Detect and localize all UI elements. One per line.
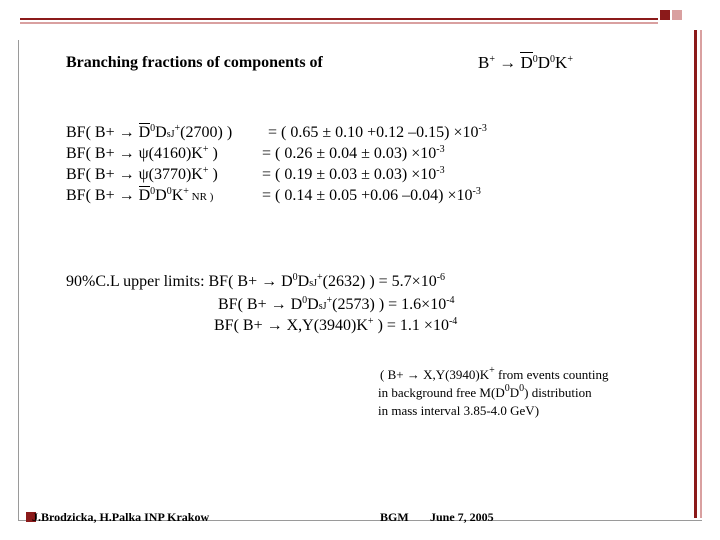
limit-1-ds: D xyxy=(297,273,310,290)
footer-meeting-text: BGM xyxy=(380,510,409,524)
bf-row-2-psi: ψ xyxy=(138,145,149,162)
limit-1-value: (2632) ) = 5.7×10 xyxy=(322,273,437,290)
note-line-1 xyxy=(380,366,609,384)
bf-row-3-close: ) xyxy=(208,166,218,183)
limit-2-d0: D xyxy=(290,296,303,313)
bf-row-2-prefix: BF( B+ → xyxy=(66,145,139,162)
title-d0-sup: 0 xyxy=(550,54,556,65)
note-line-2-c: ) distribution xyxy=(524,385,592,400)
limit-1-exp: -6 xyxy=(436,272,446,283)
limit-2-value: (2573) ) = 1.6×10 xyxy=(332,296,447,313)
bf-row-1-ds: D xyxy=(155,124,167,141)
note-line-2 xyxy=(378,384,592,402)
limit-row-2 xyxy=(218,296,455,316)
bf-row-4-result xyxy=(262,187,481,205)
top-right-corner-block-light xyxy=(672,10,682,20)
limit-1-d0-sup: 0 xyxy=(292,272,298,283)
left-rule xyxy=(18,40,19,520)
limit-3-xy: X,Y(3940)K xyxy=(286,317,368,334)
limit-1-d0: D xyxy=(281,273,293,290)
limit-1-ds-sup: + xyxy=(317,272,323,283)
limit-2-ds: D xyxy=(307,296,319,313)
note-line-2-sup1: 0 xyxy=(504,383,510,394)
limits-header: 90%C.L upper limits: BF( B+ → xyxy=(66,273,282,290)
title-d0: D xyxy=(537,53,551,72)
note-line-3-text: in mass interval 3.85-4.0 GeV) xyxy=(378,403,540,418)
bf-row-2-close: ) xyxy=(208,145,218,162)
bf-row-1 xyxy=(66,124,232,144)
note-line-1-a: ( B+ → X,Y(3940)K xyxy=(380,367,490,382)
limit-row-1 xyxy=(66,273,445,293)
footer-authors xyxy=(32,510,209,525)
bf-row-3-psi: ψ xyxy=(138,166,149,183)
bf-row-3-result xyxy=(262,166,445,184)
bf-row-3-prefix: BF( B+ → xyxy=(66,166,139,183)
limit-3-value: ) = 1.1 ×10 xyxy=(373,317,449,334)
bf-row-4-nr: NR ) xyxy=(188,191,214,203)
bf-row-1-ds-sub: sJ xyxy=(166,129,175,140)
bf-row-1-result xyxy=(268,124,487,142)
title-d0bar-sup: 0 xyxy=(532,54,538,65)
footer-authors-text: J.Brodzicka, H.Palka INP Krakow xyxy=(32,510,210,524)
limit-2-ds-sup: + xyxy=(326,295,333,306)
note-line-2-a: in background free M(D xyxy=(378,385,505,400)
limit-2-exp: -4 xyxy=(446,295,455,306)
bf-row-3-mass: (3770)K xyxy=(148,166,203,183)
bf-row-2-exp: -3 xyxy=(436,144,445,155)
bf-row-4-d0bar: D xyxy=(138,187,151,204)
footer-date xyxy=(430,510,494,525)
bf-row-2-mass: (4160)K xyxy=(148,145,203,162)
top-right-corner-block xyxy=(660,10,670,20)
note-line-1-b: from events counting xyxy=(494,367,609,382)
title-text: Branching fractions of components of xyxy=(66,54,323,71)
page-title xyxy=(66,54,323,72)
title-d0bar: D xyxy=(520,53,533,72)
bf-row-4-d0-sup: 0 xyxy=(166,186,172,197)
bf-row-4-exp: -3 xyxy=(472,186,481,197)
bf-row-2 xyxy=(66,145,218,163)
note-line-3 xyxy=(378,402,539,420)
limit-1-ds-sub: sJ xyxy=(309,278,318,289)
top-rule-light xyxy=(20,22,658,24)
bf-row-3-value: = ( 0.19 ± 0.03 ± 0.03) ×10 xyxy=(262,166,437,183)
bf-row-1-d0bar: D xyxy=(138,124,151,141)
bf-row-3-k-sup: + xyxy=(202,165,209,176)
bf-row-4-d0bar-sup: 0 xyxy=(150,186,156,197)
title-b: B xyxy=(478,53,490,72)
title-b-charge: + xyxy=(489,54,495,65)
limit-2-ds-sub: sJ xyxy=(318,301,327,312)
bf-row-1-mass: (2700) ) xyxy=(180,124,233,141)
bf-row-4-d0: D xyxy=(155,187,167,204)
limit-2-prefix: BF( B+ → xyxy=(218,296,291,313)
bf-row-4 xyxy=(66,187,213,206)
bf-row-4-k-sup: + xyxy=(183,186,189,197)
title-arrow: → xyxy=(499,53,517,72)
bf-row-1-prefix: BF( B+ → xyxy=(66,124,139,141)
title-decay xyxy=(478,54,573,72)
bf-row-4-k: K xyxy=(171,187,184,204)
title-k: K xyxy=(555,53,568,72)
limit-2-d0-sup: 0 xyxy=(302,295,308,306)
right-rule-light xyxy=(700,30,702,518)
bf-row-4-prefix: BF( B+ → xyxy=(66,187,139,204)
limit-3-prefix: BF( B+ → xyxy=(214,317,287,334)
bf-row-2-k-sup: + xyxy=(202,144,209,155)
limit-3-exp: -4 xyxy=(448,316,458,327)
footer-date-text: June 7, 2005 xyxy=(430,510,494,524)
bf-row-1-ds-sup: + xyxy=(174,123,181,134)
note-line-1-sup: + xyxy=(489,365,495,376)
bf-row-1-value: = ( 0.65 ± 0.10 +0.12 –0.15) ×10 xyxy=(268,124,479,141)
note-line-2-b: D xyxy=(509,385,520,400)
bf-row-1-exp: -3 xyxy=(478,123,487,134)
bf-row-1-d0-sup: 0 xyxy=(150,123,156,134)
footer-meeting xyxy=(380,510,409,525)
bf-row-2-result xyxy=(262,145,445,163)
bf-row-3-exp: -3 xyxy=(436,165,445,176)
limit-3-k-sup: + xyxy=(367,316,374,327)
bf-row-3 xyxy=(66,166,218,184)
top-rule xyxy=(20,18,658,20)
note-line-2-sup2: 0 xyxy=(519,383,525,394)
bf-row-4-value: = ( 0.14 ± 0.05 +0.06 –0.04) ×10 xyxy=(262,187,473,204)
title-k-sup: + xyxy=(567,54,573,65)
right-rule xyxy=(694,30,697,518)
limit-row-3 xyxy=(214,317,457,335)
bf-row-2-value: = ( 0.26 ± 0.04 ± 0.03) ×10 xyxy=(262,145,437,162)
